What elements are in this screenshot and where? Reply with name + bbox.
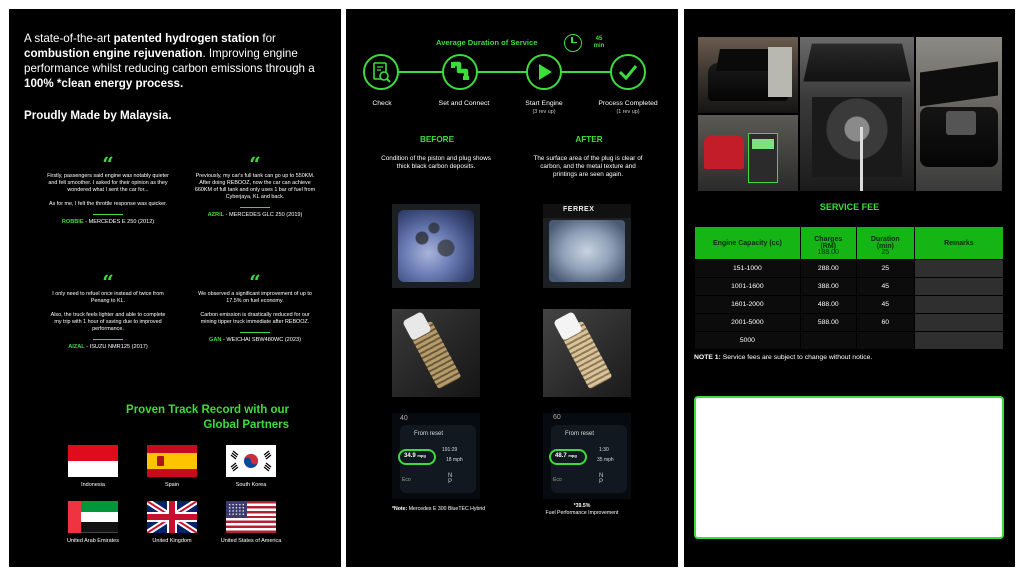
partner-label: United States of America [220,538,282,544]
testimonial-card [47,270,169,351]
header-engine-capacity: Engine Capacity (cc) [695,227,801,260]
service-fee-title: SERVICE FEE [819,202,880,212]
after-description: The surface area of the plug is clear of carbon, and the metal texture and printings are seen again. [533,155,643,178]
step-title: Check [372,100,392,107]
author-name: AZRIL [207,212,225,218]
testimonial-author [47,344,169,351]
dial-number: 60 [553,414,561,421]
step-title: Process Completed [598,100,658,107]
partner-label: Indonesia [81,482,105,488]
quote-icon: “ [102,270,114,294]
duration-cell: 45 [856,278,914,296]
author-vehicle: - ISUZU NMR125 (2017) [84,344,148,350]
track-record-title: Proven Track Record with our Global Partners [126,404,289,431]
quote-icon: “ [249,270,261,294]
testimonial-quote: We observed a significant improvement of up to 17.5% on fuel economy. Carbon emission is drastically reduced for our mining tipper truck immediate after REBOOZ. [198,291,312,325]
intro-text-1: A state-of-the-art [24,32,114,45]
header-duration-overlay: 25 [881,249,890,256]
duration-title: Average Duration of Service [436,38,538,47]
intro-highlight-2: combustion engine rejuvenation [24,47,203,60]
service-fee-panel [684,9,1015,567]
fuel-improvement [542,503,622,516]
header-duration [856,227,914,260]
before-heading: BEFORE [419,135,455,144]
process-timeline [380,71,630,73]
partner-uae [58,501,128,544]
blank-content-box [694,396,1004,539]
partner-label: Spain [164,482,180,488]
engine-capacity-cell: 151-1000 [695,260,801,278]
table-header-row [695,227,1004,260]
partner-label: United Kingdom [152,538,192,544]
step-title: Set and Connect [438,100,490,107]
inspection-icon [363,54,399,90]
fee-note-label: NOTE 1: [694,354,721,361]
engine-capacity-cell: 1001-1600 [695,278,801,296]
testimonial-author [194,337,316,344]
play-icon [526,54,562,90]
car-photo-1 [698,37,798,113]
eco-label: Eco [553,477,562,483]
partner-south-korea [216,445,286,488]
trip-label: From reset [565,431,595,437]
before-description: Condition of the piston and plug shows thick black carbon deposits. [381,155,491,170]
engine-bay-photo [800,37,914,191]
divider [93,339,123,340]
engine-capacity-cell: 2001-5000 [695,314,801,332]
step-label [588,100,668,116]
author-name: AIZAL [68,344,85,350]
before-spark-plug-photo [392,309,480,397]
uk-flag-graphic [147,501,197,533]
engine-capacity-cell: 1601-2000 [695,296,801,314]
improvement-label: Fuel Performance Improvement [545,509,619,516]
author-vehicle: - MERCEDES GLC 250 (2019) [224,212,303,218]
remarks-cell [914,332,1003,350]
header-duration-label: Duration (min) [870,236,900,250]
testimonial-card [194,270,316,344]
table-row [695,260,1004,278]
process-panel [346,9,678,567]
table-row [695,296,1004,314]
table-row [695,278,1004,296]
gear-indicator: N P [599,473,604,485]
step-label [424,100,504,108]
step-title: Start Engine [525,100,563,107]
intro-text-3: . Improving engine performance whilst reducing carbon emissions through a [24,47,315,75]
service-fee-table [694,226,1004,350]
author-name: ROBBIE [61,219,84,225]
partner-label: South Korea [235,482,267,488]
header-charges [800,227,856,260]
about-panel [9,9,341,567]
speed-value: 18 [446,457,452,463]
after-dashboard-photo [543,413,631,499]
partner-label: United Arab Emirates [67,538,119,544]
testimonial-card [47,152,169,226]
partner-usa [216,501,286,544]
gear-indicator: N P [448,473,453,485]
before-dashboard-photo [392,413,480,499]
remarks-cell [914,278,1003,296]
intro-highlight-3: 100% *clean energy process. [24,77,184,90]
after-piston-photo [543,204,631,288]
improvement-value: *39.5% [573,503,591,509]
trip-label: From reset [414,431,444,437]
trip-distance: 1:30 [599,447,609,453]
uk-flag [147,501,197,533]
mpg-unit: mpg [568,453,577,458]
duration-number: 45 [595,36,603,42]
dial-number: 40 [400,415,408,422]
testimonial-author [194,212,316,219]
speed-unit: mph [603,457,614,463]
step-subtitle: (3 rev up) [532,109,556,115]
scope-brand-label: FERREX [563,206,595,213]
indonesia-flag [68,445,118,477]
spain-flag [147,445,197,477]
remarks-cell [914,260,1003,278]
partner-uk [137,501,207,544]
speed-unit: mph [452,457,463,463]
quote-icon: “ [249,152,261,176]
duration-cell: 45 [856,296,914,314]
step-label [346,100,422,108]
before-piston-photo [392,204,480,288]
made-by-tagline: Proudly Made by Malaysia. [24,109,172,122]
intro-paragraph [24,31,324,91]
step-subtitle: (1 rev up) [616,109,640,115]
duration-unit: min [593,43,605,49]
trip-distance: 191:29 [442,447,458,453]
speed-value: 35 [597,457,603,463]
testimonial-quote: Previously, my car's full tank can go up to 550KM. After doing REBOOZ, now the car can achieve 660KM of full tank and only uses 1 bar of fuel from Cyberjaya, KL and back. [194,173,316,200]
step-label [504,100,584,116]
duration-cell: 60 [856,314,914,332]
quote-icon: “ [102,152,114,176]
testimonial-quote: Firstly, passengers said engine was notably quieter and felt smoother. I asked for their opinion as they wondered what I sent the car for... As for me, I felt the throttle response was quicker. [47,173,169,207]
uae-flag [68,501,118,533]
intro-text-2: for [259,32,276,45]
intro-highlight-1: patented hydrogen station [113,32,260,45]
header-remarks: Remarks [914,227,1003,260]
author-name: GAN [208,337,222,343]
note-text: Mercedes E 300 BlueTEC Hybrid [407,506,486,512]
eco-label: Eco [402,477,411,483]
divider [240,207,270,208]
remarks-cell [914,296,1003,314]
charges-cell: 488.00 [800,296,856,314]
car-photo-2 [698,115,798,191]
duration-cell [856,332,914,350]
table-row [695,314,1004,332]
after-spark-plug-photo [543,309,631,397]
south-korea-flag-graphic [226,445,276,477]
header-charges-label: Charges (RM) [814,236,843,250]
fee-note-text: Service fees are subject to change without notice. [720,354,873,361]
author-vehicle: - WEICHAI SBW480WC (2023) [221,337,301,343]
clock-icon [564,34,582,52]
mpg-unit: mpg [417,453,426,458]
vehicle-note [392,506,485,512]
pipe-icon [442,54,478,90]
charges-cell: 588.00 [800,314,856,332]
mpg-value: 48.7 [555,453,567,459]
charges-cell: 288.00 [800,260,856,278]
divider [93,214,123,215]
after-heading: AFTER [575,135,603,144]
charges-cell: 388.00 [800,278,856,296]
note-label: *Note: [392,506,408,512]
testimonial-quote: I only need to refuel once instead of twice from Penang to KL. Also, the truck feels lighter and able to complete my trip with 1 hour of saving due to improved performance. [50,291,166,332]
duration-cell: 25 [856,260,914,278]
testimonial-author [47,219,169,226]
south-korea-flag [226,445,276,477]
mpg-value: 34.9 [404,453,416,459]
engine-capacity-cell: 5000 [695,332,801,350]
divider [240,332,270,333]
author-vehicle: - MERCEDES E 250 (2012) [83,219,155,225]
testimonial-card [194,152,316,219]
charges-cell [800,332,856,350]
fee-note [694,354,872,361]
car-photo-3 [916,37,1002,191]
remarks-cell [914,314,1003,332]
header-charges-overlay: 188.00 [817,249,839,256]
usa-flag [226,501,276,533]
partner-spain [137,445,207,488]
table-row [695,332,1004,350]
check-icon [610,54,646,90]
duration-value [589,36,609,50]
partner-indonesia [58,445,128,488]
